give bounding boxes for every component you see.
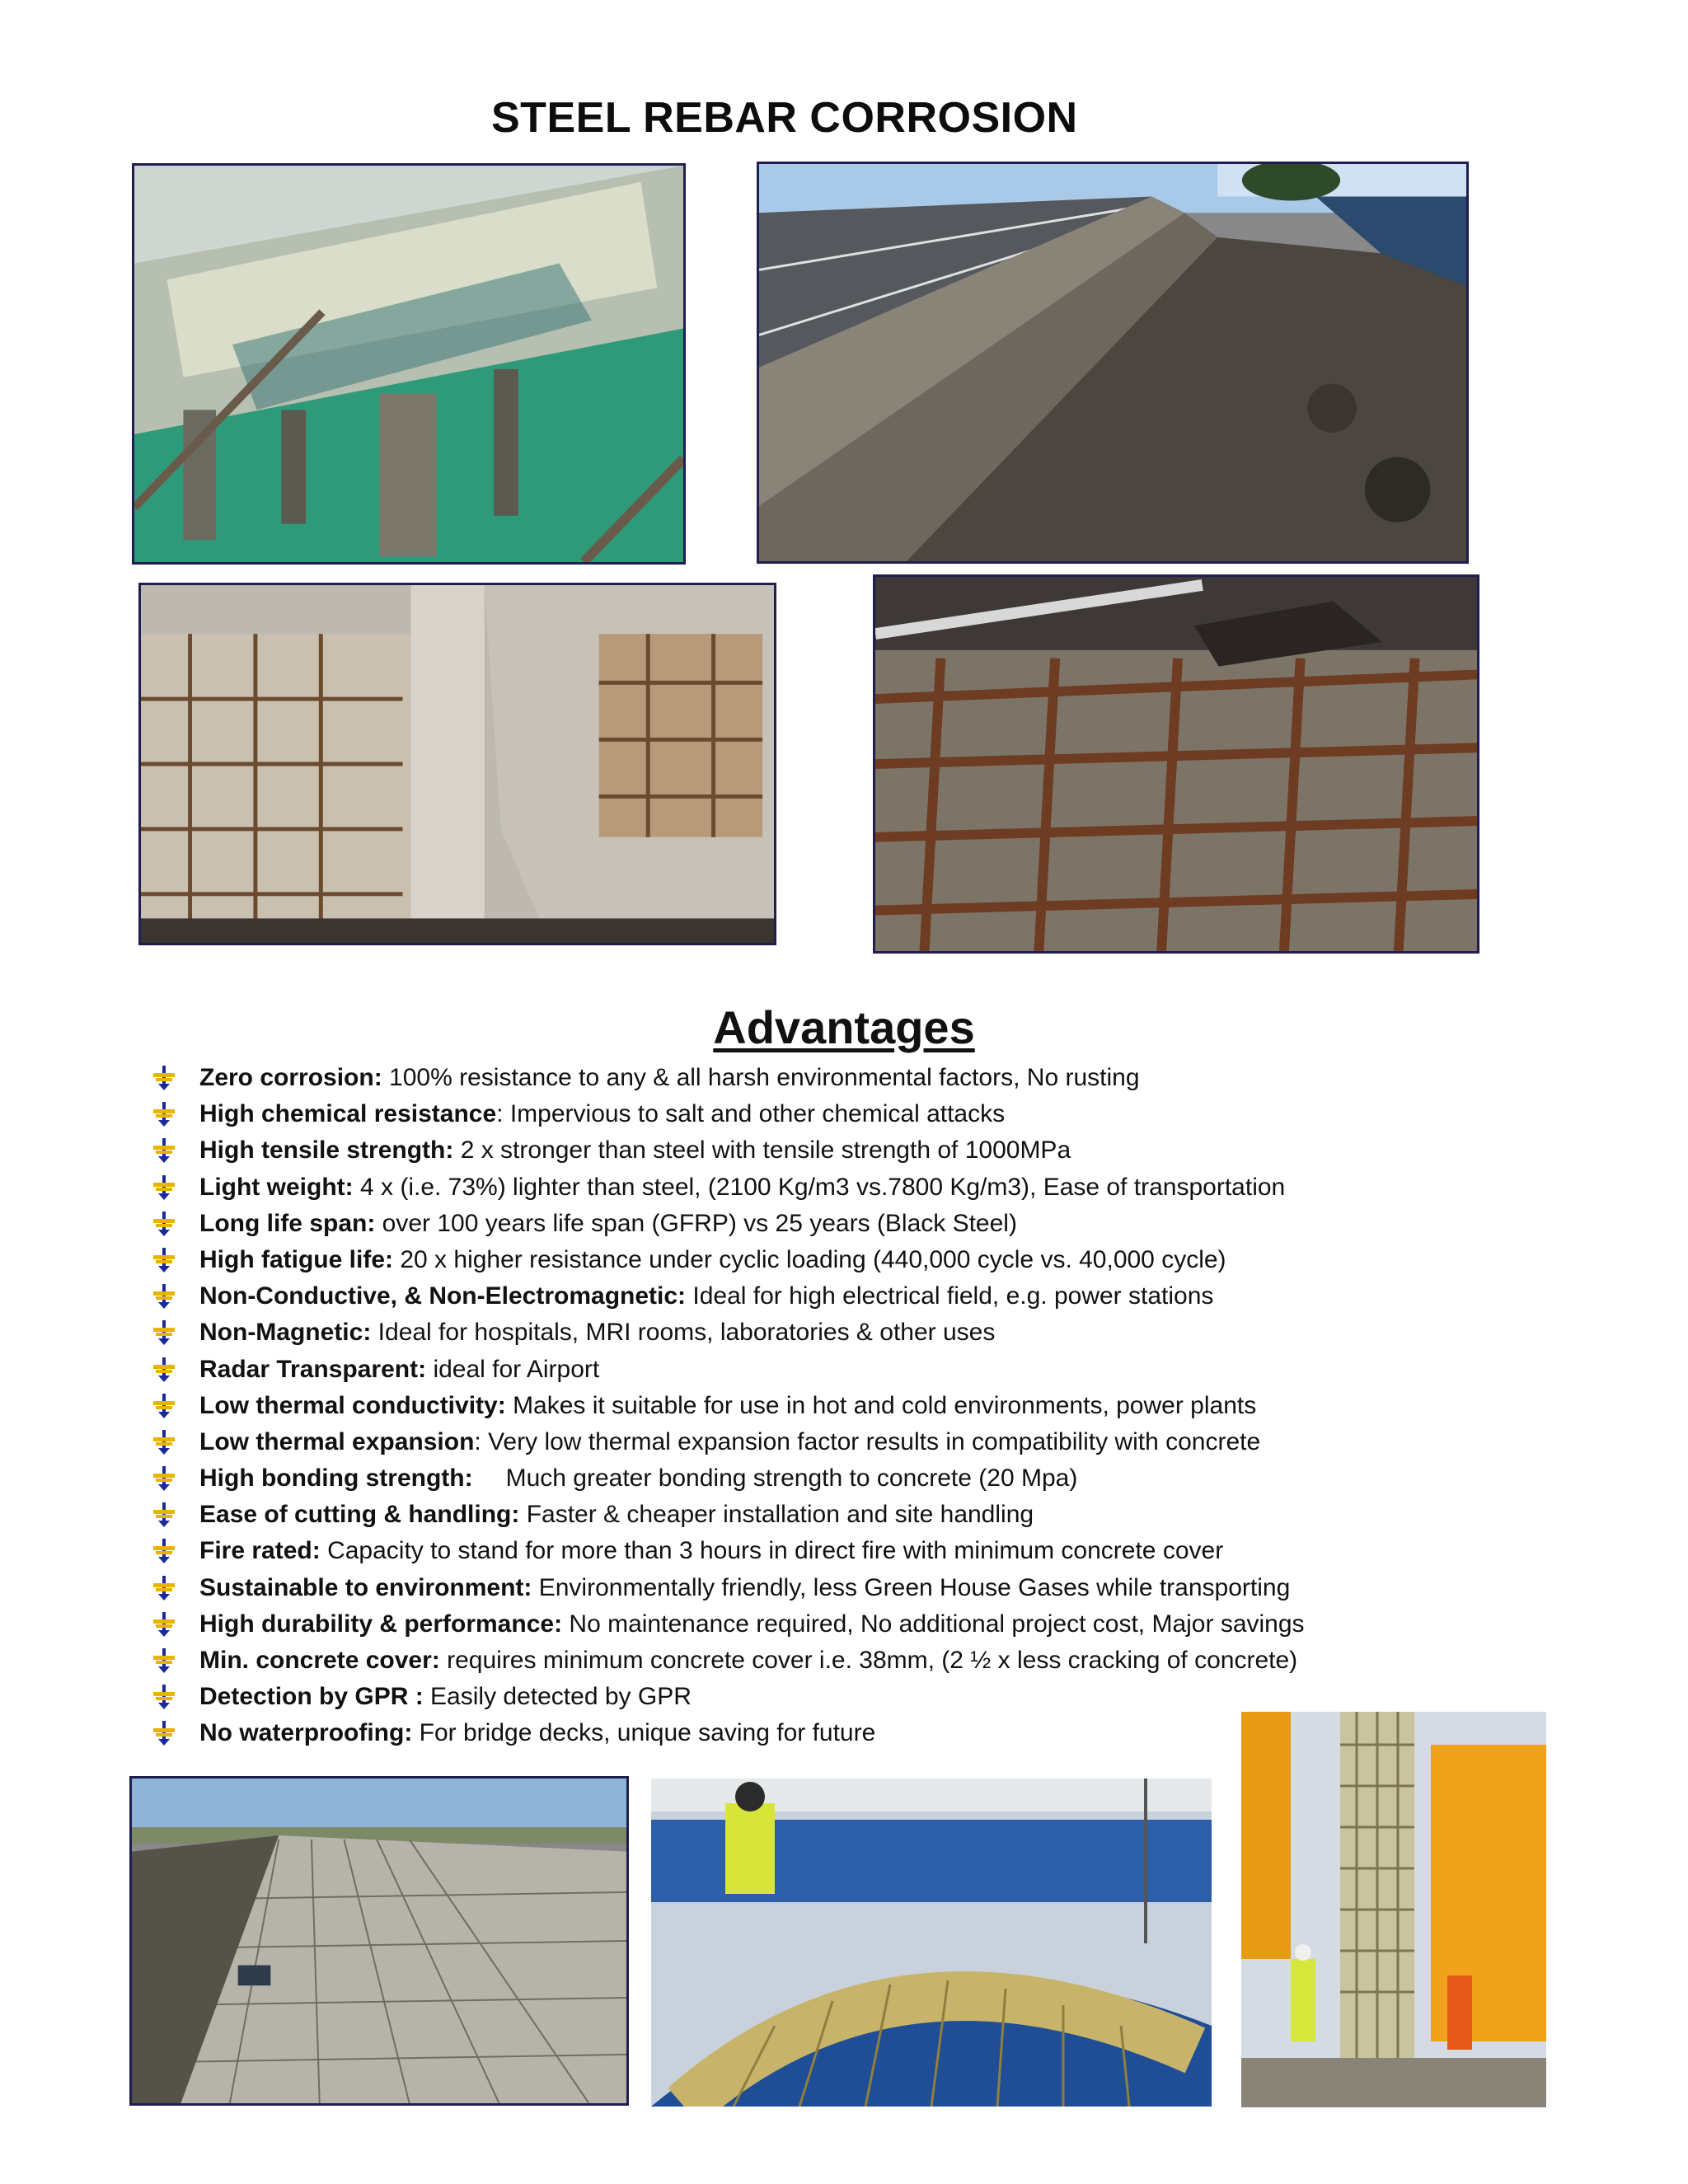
arrow-down-bullet-icon (152, 1502, 176, 1527)
advantage-item: High fatigue life: 20 x higher resistance under cyclic loading (440,000 cycle vs. 40,000 cycle) (147, 1242, 1548, 1278)
advantage-item: No waterproofing: For bridge decks, unique saving for future (147, 1715, 1548, 1751)
arrow-down-bullet-icon (152, 1357, 176, 1382)
arrow-down-bullet-icon (152, 1320, 176, 1345)
arrow-down-bullet-icon (152, 1430, 176, 1455)
arrow-down-bullet-icon (152, 1066, 176, 1090)
curved-cage-image (651, 1779, 1212, 2107)
photo-spalled-wall (138, 583, 776, 945)
rusted-mesh-image (875, 577, 1477, 951)
advantage-item: Min. concrete cover: requires minimum concrete cover i.e. 38mm, (2 ½ x less cracking of concrete) (147, 1643, 1548, 1679)
arrow-down-bullet-icon (152, 1466, 176, 1491)
advantage-item: High bonding strength: Much greater bonding strength to concrete (20 Mpa) (147, 1460, 1548, 1497)
advantage-item: Ease of cutting & handling: Faster & cheaper installation and site handling (147, 1497, 1548, 1533)
arrow-down-bullet-icon (152, 1284, 176, 1309)
advantage-item: High tensile strength: 2 x stronger than steel with tensile strength of 1000MPa (147, 1132, 1548, 1169)
vertical-cage-image (1241, 1712, 1546, 2107)
advantage-item: High durability & performance: No maintenance required, No additional project cost, Major savings (147, 1606, 1548, 1643)
arrow-down-bullet-icon (152, 1612, 176, 1637)
advantages-heading: Advantages (713, 1001, 975, 1053)
advantage-item: Sustainable to environment: Environmentally friendly, less Green House Gases while transporting (147, 1570, 1548, 1606)
arrow-down-bullet-icon (152, 1685, 176, 1709)
advantage-item: Non-Magnetic: Ideal for hospitals, MRI rooms, laboratories & other uses (147, 1315, 1548, 1351)
arrow-down-bullet-icon (152, 1175, 176, 1200)
arrow-down-bullet-icon (152, 1648, 176, 1673)
arrow-down-bullet-icon (152, 1539, 176, 1563)
photo-vertical-cage (1241, 1712, 1546, 2107)
advantage-item: Low thermal expansion: Very low thermal expansion factor results in compatibility with concrete (147, 1424, 1548, 1460)
arrow-down-bullet-icon (152, 1212, 176, 1236)
photo-curved-cage (651, 1779, 1212, 2107)
page-title: STEEL REBAR CORROSION (491, 94, 1078, 142)
advantages-list (147, 1060, 1548, 1752)
advantage-item: Fire rated: Capacity to stand for more than 3 hours in direct fire with minimum concrete cover (147, 1533, 1548, 1569)
advantage-item: Light weight: 4 x (i.e. 73%) lighter than steel, (2100 Kg/m3 vs.7800 Kg/m3), Ease of transportation (147, 1169, 1548, 1206)
photo-coastal-barrier (757, 162, 1469, 564)
bridge-deck-image (132, 1779, 626, 2103)
bridge-underside-image (134, 166, 683, 562)
arrow-down-bullet-icon (152, 1102, 176, 1127)
arrow-down-bullet-icon (152, 1138, 176, 1163)
advantage-item: Detection by GPR : Easily detected by GPR (147, 1679, 1548, 1715)
arrow-down-bullet-icon (152, 1576, 176, 1601)
advantage-item: High chemical resistance: Impervious to salt and other chemical attacks (147, 1096, 1548, 1132)
arrow-down-bullet-icon (152, 1248, 176, 1272)
coastal-barrier-image (759, 164, 1466, 561)
photo-bridge-underside (132, 163, 686, 565)
advantage-item: Zero corrosion: 100% resistance to any & all harsh environmental factors, No rusting (147, 1060, 1548, 1096)
advantage-item: Long life span: over 100 years life span (GFRP) vs 25 years (Black Steel) (147, 1206, 1548, 1242)
arrow-down-bullet-icon (152, 1721, 176, 1746)
advantage-item: Low thermal conductivity: Makes it suitable for use in hot and cold environments, power plants (147, 1388, 1548, 1424)
spalled-wall-image (141, 585, 774, 943)
advantage-item: Radar Transparent: ideal for Airport (147, 1352, 1548, 1388)
photo-rusted-mesh (873, 574, 1479, 954)
advantage-item: Non-Conductive, & Non-Electromagnetic: Ideal for high electrical field, e.g. power stations (147, 1278, 1548, 1315)
arrow-down-bullet-icon (152, 1394, 176, 1418)
photo-bridge-deck (129, 1776, 629, 2106)
